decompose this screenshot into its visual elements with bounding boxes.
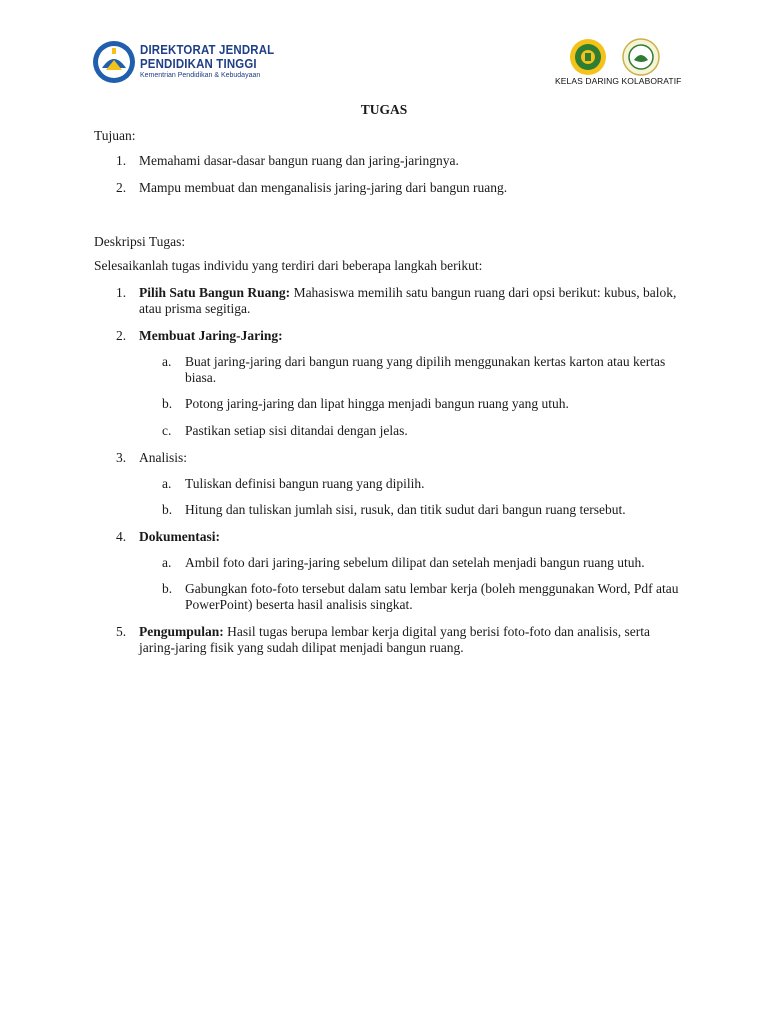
item-label: Analisis: xyxy=(139,450,188,465)
item-text: Potong jaring-jaring dan lipat hingga menjadi bangun ruang yang utuh. xyxy=(185,396,569,411)
deskripsi-intro: Selesaikanlah tugas individu yang terdiri dari beberapa langkah berikut: xyxy=(94,258,483,273)
item-letter: a. xyxy=(162,555,172,570)
item-text: Mahasiswa memilih satu bangun ruang dari opsi berikut: kubus, balok, atau prisma segitiga. xyxy=(139,285,677,316)
page-title: TUGAS xyxy=(360,102,408,117)
item-text: Hasil tugas berupa lembar kerja digital yang berisi foto-foto dan analisis, serta jaring-jaring fisik yang sudah dilipat menjadi bangun ruang. xyxy=(139,624,651,655)
list-item xyxy=(94,328,684,344)
list-item xyxy=(94,180,684,196)
list-item xyxy=(94,529,684,545)
item-label: Pengumpulan: xyxy=(139,624,224,639)
item-label: Pilih Satu Bangun Ruang: xyxy=(139,285,291,300)
sub-item xyxy=(94,502,684,518)
item-letter: b. xyxy=(162,502,173,517)
deskripsi-heading: Deskripsi Tugas: xyxy=(94,234,186,249)
document-header xyxy=(0,0,768,100)
dikti-wordmark xyxy=(140,43,293,81)
item-number: 3. xyxy=(116,450,127,465)
tut-wuri-handayani-logo-icon xyxy=(92,40,136,84)
item-letter: a. xyxy=(162,476,172,491)
org-line2: PENDIDIKAN TINGGI xyxy=(140,56,257,71)
sub-item xyxy=(94,581,684,613)
sub-item xyxy=(94,423,684,439)
tujuan-heading: Tujuan: xyxy=(94,128,136,143)
list-item xyxy=(94,624,684,656)
item-number: 1. xyxy=(116,153,127,168)
item-letter: c. xyxy=(162,423,172,438)
item-letter: b. xyxy=(162,396,173,411)
item-letter: b. xyxy=(162,581,173,596)
item-number: 1. xyxy=(116,285,127,300)
tujuan-list xyxy=(94,153,684,196)
item-text: Tuliskan definisi bangun ruang yang dipilih. xyxy=(185,476,425,491)
item-text: Pastikan setiap sisi ditandai dengan jelas. xyxy=(185,423,408,438)
kelas-daring-label: KELAS DARING KOLABORATIF xyxy=(555,76,682,86)
sub-item xyxy=(94,354,684,386)
steps-list xyxy=(94,285,684,656)
sub-item xyxy=(94,555,684,571)
university-logo-icon xyxy=(569,38,607,76)
item-number: 5. xyxy=(116,624,127,639)
list-item xyxy=(94,153,684,169)
item-number: 2. xyxy=(116,328,127,343)
item-number: 4. xyxy=(116,529,127,544)
list-item xyxy=(94,450,684,466)
sub-item xyxy=(94,396,684,412)
item-text: Mampu membuat dan menganalisis jaring-jaring dari bangun ruang. xyxy=(139,180,508,195)
item-text: Buat jaring-jaring dari bangun ruang yang dipilih menggunakan kertas karton atau kertas biasa. xyxy=(185,354,666,385)
org-line1: DIREKTORAT JENDRAL xyxy=(140,42,275,57)
item-number: 2. xyxy=(116,180,127,195)
item-text: Memahami dasar-dasar bangun ruang dan jaring-jaringnya. xyxy=(139,153,459,168)
item-letter: a. xyxy=(162,354,172,369)
item-label: Dokumentasi: xyxy=(139,529,221,544)
item-label: Membuat Jaring-Jaring: xyxy=(139,328,283,343)
org-subtitle: Kementrian Pendidikan & Kebudayaan xyxy=(140,72,261,79)
list-item xyxy=(94,285,684,317)
institute-logo-icon xyxy=(622,38,660,76)
sub-item xyxy=(94,476,684,492)
item-text: Hitung dan tuliskan jumlah sisi, rusuk, dan titik sudut dari bangun ruang tersebut. xyxy=(185,502,626,517)
item-text: Ambil foto dari jaring-jaring sebelum dilipat dan setelah menjadi bangun ruang utuh. xyxy=(185,555,645,570)
item-text: Gabungkan foto-foto tersebut dalam satu lembar kerja (boleh menggunakan Word, Pdf atau PowerPoint) beserta hasil analisis singkat. xyxy=(185,581,679,612)
